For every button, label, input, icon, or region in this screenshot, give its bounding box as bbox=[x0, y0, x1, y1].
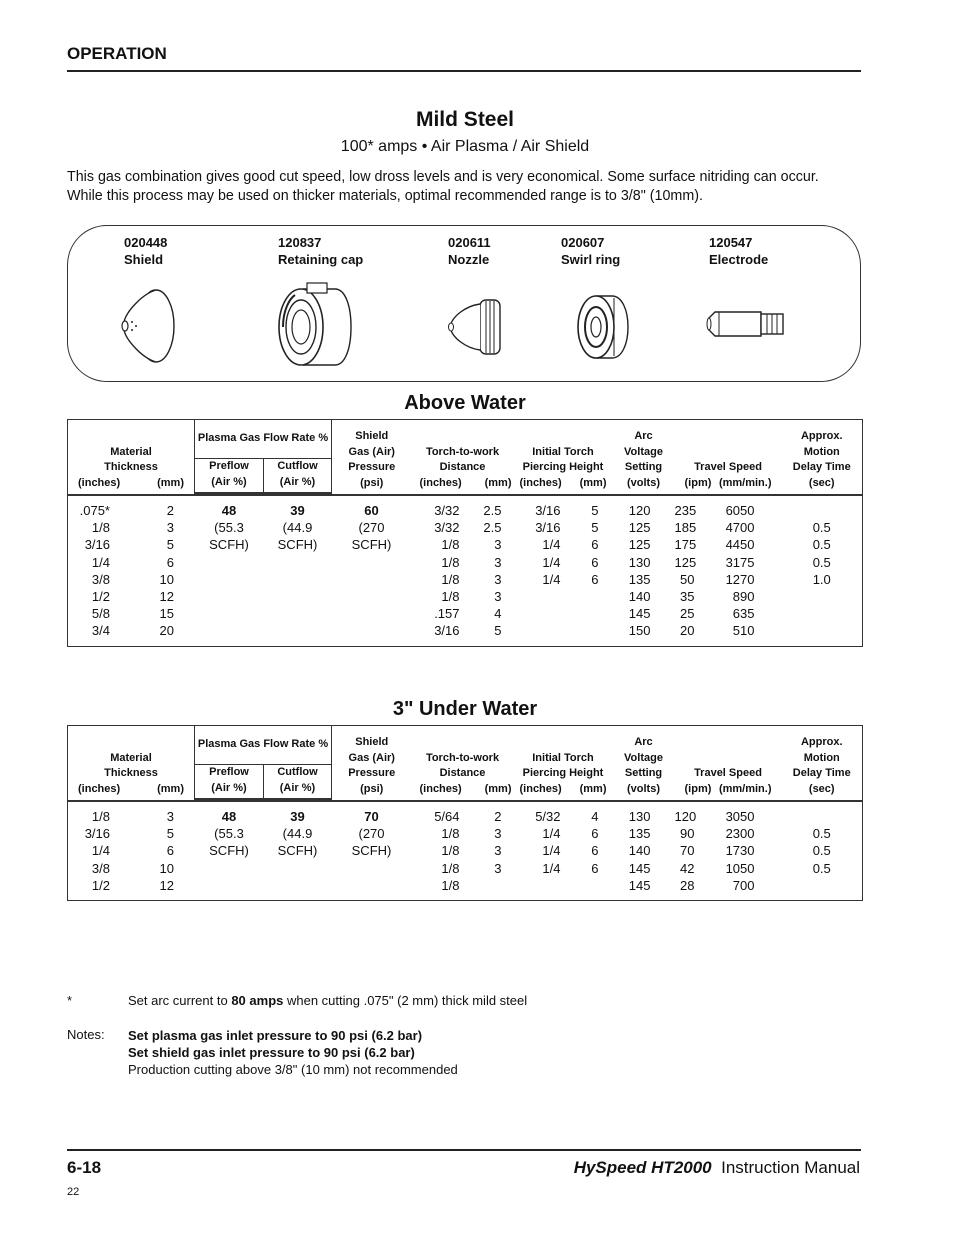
cell-value: 510 bbox=[732, 623, 755, 639]
part-swirl-ring-label bbox=[561, 234, 620, 268]
cell-value: 12 bbox=[159, 589, 174, 605]
cell-value: 0.5 bbox=[812, 860, 831, 876]
cell-value: (55.3 bbox=[214, 826, 244, 842]
part-name: Shield bbox=[124, 252, 164, 267]
part-name: Swirl ring bbox=[561, 252, 621, 267]
cell-value: 1/2 bbox=[91, 589, 110, 605]
cell-value: 3 bbox=[494, 843, 502, 859]
cell-value: SCFH) bbox=[351, 537, 392, 553]
cell-value: 25 bbox=[680, 606, 695, 622]
consumables-panel bbox=[67, 225, 861, 382]
cell-value: 1/8 bbox=[441, 860, 460, 876]
delay-values bbox=[782, 495, 863, 646]
cell-value: 150 bbox=[628, 623, 651, 639]
cell-value: 70 bbox=[680, 843, 695, 859]
cell-value: 50 bbox=[680, 571, 695, 587]
thickness-inches bbox=[68, 808, 110, 894]
preflow-values bbox=[195, 495, 264, 646]
cell-value: 890 bbox=[732, 589, 755, 605]
cell-value: 125 bbox=[628, 520, 651, 536]
speed-ipm bbox=[675, 808, 695, 894]
cell-value: 5 bbox=[591, 520, 599, 536]
cell-value: 3050 bbox=[725, 809, 755, 824]
cell-value: 6 bbox=[591, 860, 599, 876]
cell-value: (44.9 bbox=[282, 520, 313, 536]
torch-inches bbox=[412, 502, 460, 640]
cell-value: 1/8 bbox=[441, 826, 460, 842]
cell-value: 1/8 bbox=[91, 809, 110, 824]
part-number: 120547 bbox=[709, 235, 753, 250]
part-name: Electrode bbox=[709, 252, 769, 267]
col-travel-speed: Travel Speed (ipm) (mm/min.) bbox=[684, 767, 772, 795]
footer-rule bbox=[67, 1149, 861, 1151]
cell-value: 3/32 bbox=[434, 503, 460, 518]
cell-value: 0.5 bbox=[812, 520, 831, 536]
cell-value: 1270 bbox=[725, 571, 755, 587]
col-preflow: Preflow (Air %) bbox=[195, 765, 264, 800]
col-arc-voltage: Arc Voltage Setting (volts) bbox=[624, 736, 663, 795]
speed-mmmin bbox=[695, 808, 755, 894]
cell-value: 6 bbox=[166, 554, 174, 570]
col-cutflow: Cutflow (Air %) bbox=[264, 459, 332, 494]
cell-value: 2 bbox=[494, 809, 502, 824]
cell-value: 6 bbox=[166, 843, 174, 859]
preflow-values bbox=[195, 801, 264, 901]
pierce-mm bbox=[561, 808, 599, 877]
cell-value: 1/2 bbox=[91, 877, 110, 893]
col-travel-speed: Travel Speed (ipm) (mm/min.) bbox=[684, 461, 772, 489]
col-flow-rate: Plasma Gas Flow Rate % bbox=[195, 726, 332, 765]
cell-value: 70 bbox=[364, 809, 379, 824]
speed-mmmin bbox=[695, 502, 755, 640]
cell-value: 0.5 bbox=[812, 537, 831, 553]
cell-value: 0.5 bbox=[812, 554, 831, 570]
cell-value: SCFH) bbox=[209, 537, 249, 553]
cell-value: (55.3 bbox=[214, 520, 244, 536]
cell-value: 3 bbox=[494, 571, 502, 587]
cell-value: 125 bbox=[628, 537, 651, 553]
cell-value: (44.9 bbox=[282, 826, 313, 842]
under-water-table bbox=[67, 725, 863, 901]
notes bbox=[128, 1027, 458, 1078]
cell-value: 3 bbox=[494, 589, 502, 605]
cell-value: 3/32 bbox=[434, 520, 460, 536]
thickness-inches bbox=[68, 502, 110, 640]
cell-value: (270 bbox=[358, 826, 385, 842]
note-line: Production cutting above 3/8" (10 mm) not recommended bbox=[128, 1062, 458, 1077]
part-number: 020607 bbox=[561, 235, 605, 250]
col-preflow: Preflow (Air %) bbox=[195, 459, 264, 494]
cell-value: 6050 bbox=[725, 503, 755, 518]
cell-value: 1/8 bbox=[441, 589, 460, 605]
part-number: 120837 bbox=[278, 235, 322, 250]
cell-value: 48 bbox=[221, 503, 237, 518]
header-rule bbox=[67, 70, 861, 72]
cell-value: 125 bbox=[674, 554, 697, 570]
cell-value: 130 bbox=[628, 809, 651, 824]
torch-inches bbox=[412, 808, 460, 894]
cell-value: (270 bbox=[358, 520, 385, 536]
manual-title bbox=[574, 1158, 860, 1178]
arc-voltage-values bbox=[613, 502, 651, 640]
cell-value: 145 bbox=[628, 860, 651, 876]
torch-mm bbox=[460, 808, 502, 894]
cell-value: 3 bbox=[166, 520, 174, 536]
col-cutflow: Cutflow (Air %) bbox=[264, 765, 332, 800]
cell-value: 135 bbox=[628, 826, 651, 842]
cell-value: 5/32 bbox=[535, 809, 561, 824]
cell-value: 145 bbox=[628, 877, 651, 893]
pierce-inches bbox=[514, 502, 561, 588]
cell-value: 3/8 bbox=[91, 860, 110, 876]
cell-value: 2300 bbox=[725, 826, 755, 842]
part-name: Nozzle bbox=[448, 252, 490, 267]
shield-values bbox=[332, 801, 412, 901]
cell-value: 235 bbox=[674, 503, 697, 518]
cell-value: 120 bbox=[628, 503, 651, 518]
part-nozzle-label bbox=[448, 234, 491, 268]
cell-value: 3/16 bbox=[535, 520, 561, 536]
cell-value: 3/16 bbox=[84, 537, 110, 553]
cell-value: 1/4 bbox=[91, 843, 110, 859]
cell-value: 3 bbox=[494, 826, 502, 842]
cutflow-values bbox=[264, 801, 332, 901]
cell-value: 3 bbox=[494, 860, 502, 876]
cell-value: 700 bbox=[732, 877, 755, 893]
above-water-heading: Above Water bbox=[404, 392, 526, 414]
cell-value: 3/16 bbox=[84, 826, 110, 842]
sheet-number: 22 bbox=[67, 1186, 80, 1198]
cell-value: 60 bbox=[364, 503, 379, 518]
cell-value: 3/4 bbox=[91, 623, 110, 639]
cell-value: SCFH) bbox=[209, 843, 249, 859]
cell-value: 1/8 bbox=[441, 843, 460, 859]
cell-value: 39 bbox=[290, 809, 305, 824]
footnote-mark: * bbox=[67, 993, 73, 1008]
col-motion-delay: Approx. Motion Delay Time (sec) bbox=[792, 736, 851, 795]
cell-value: 20 bbox=[159, 623, 174, 639]
torch-mm bbox=[460, 502, 502, 640]
cell-value: 5 bbox=[166, 537, 174, 553]
col-material: Material Thickness (inches) (mm) bbox=[78, 751, 184, 795]
under-water-heading: 3" Under Water bbox=[392, 698, 538, 720]
cell-value: 2.5 bbox=[483, 520, 502, 536]
note-line: Set shield gas inlet pressure to 90 psi (6.2 bar) bbox=[128, 1045, 415, 1060]
pierce-mm bbox=[561, 502, 599, 588]
cell-value: 1050 bbox=[725, 860, 755, 876]
cell-value: 6 bbox=[591, 571, 599, 587]
part-retaining-cap-label bbox=[278, 234, 363, 268]
cell-value: 90 bbox=[680, 826, 695, 842]
cell-value: 1/4 bbox=[542, 843, 561, 859]
cell-value: 35 bbox=[680, 589, 695, 605]
cell-value: 5/64 bbox=[434, 809, 460, 824]
cell-value: 15 bbox=[159, 606, 174, 622]
cell-value: 120 bbox=[674, 809, 697, 824]
cell-value: 39 bbox=[290, 503, 305, 518]
nozzle-icon bbox=[446, 292, 510, 362]
table-body bbox=[68, 801, 863, 901]
thickness-mm bbox=[110, 502, 174, 640]
cell-value: 130 bbox=[628, 554, 651, 570]
cell-value: 48 bbox=[221, 809, 237, 824]
cell-value: 3/16 bbox=[535, 503, 561, 518]
cell-value bbox=[782, 502, 863, 519]
cell-value: 4700 bbox=[725, 520, 755, 536]
cell-value: 140 bbox=[628, 589, 651, 605]
cell-value: 6 bbox=[591, 843, 599, 859]
footnote-text: Set arc current to 80 amps when cutting .075" (2 mm) thick mild steel bbox=[128, 993, 528, 1008]
thickness-mm bbox=[110, 808, 174, 894]
cell-value: 4 bbox=[591, 809, 599, 824]
page-number: 6-18 bbox=[67, 1158, 102, 1177]
part-electrode-label bbox=[709, 234, 768, 268]
electrode-icon bbox=[705, 306, 789, 342]
cell-value: 6 bbox=[591, 537, 599, 553]
cell-value: 0.5 bbox=[812, 826, 831, 842]
cell-value bbox=[782, 808, 863, 825]
cell-value: .157 bbox=[434, 606, 460, 622]
cell-value: 5/8 bbox=[91, 606, 110, 622]
part-name: Retaining cap bbox=[278, 252, 364, 267]
cell-value: 3/8 bbox=[91, 571, 110, 587]
cell-value: 1/4 bbox=[91, 554, 110, 570]
table-body bbox=[68, 495, 863, 646]
cell-value: 1/8 bbox=[441, 554, 460, 570]
speed-ipm bbox=[675, 502, 695, 640]
col-motion-delay: Approx. Motion Delay Time (sec) bbox=[792, 430, 851, 489]
cell-value: 1/8 bbox=[441, 537, 460, 553]
description: This gas combination gives good cut speed, low dross levels and is very economical. Some surface nitriding can occur. While this process may be used on thicker materials, optimal recommended range is to 3/8" (10mm). bbox=[67, 169, 819, 204]
cell-value: SCFH) bbox=[351, 843, 392, 859]
shield-icon bbox=[112, 284, 182, 368]
cell-value: 12 bbox=[159, 877, 174, 893]
cell-value: 3/16 bbox=[434, 623, 460, 639]
cell-value: 635 bbox=[732, 606, 755, 622]
cell-value: 1/8 bbox=[441, 877, 460, 893]
col-pierce-height: Initial Torch Piercing Height (inches) (mm) bbox=[519, 445, 607, 489]
cell-value: 3 bbox=[166, 809, 174, 824]
note-line: Set plasma gas inlet pressure to 90 psi (6.2 bar) bbox=[128, 1028, 423, 1043]
delay-values bbox=[782, 801, 863, 901]
cell-value: 10 bbox=[159, 860, 174, 876]
page-subtitle: 100* amps • Air Plasma / Air Shield bbox=[340, 138, 590, 155]
cell-value: 1/4 bbox=[542, 860, 561, 876]
cell-value: 1730 bbox=[725, 843, 755, 859]
cutflow-values bbox=[264, 495, 332, 646]
col-material: Material Thickness (inches) (mm) bbox=[78, 445, 184, 489]
cell-value: .075* bbox=[79, 503, 110, 518]
cell-value: 135 bbox=[628, 571, 651, 587]
part-number: 020611 bbox=[448, 235, 491, 250]
cell-value: 3 bbox=[494, 537, 502, 553]
cell-value: SCFH) bbox=[277, 537, 318, 553]
cell-value: 1.0 bbox=[812, 571, 831, 587]
cell-value: 2 bbox=[166, 503, 174, 518]
cell-value: 1/4 bbox=[542, 571, 561, 587]
col-flow-rate: Plasma Gas Flow Rate % bbox=[195, 420, 332, 459]
brand-name: HySpeed HT2000 bbox=[573, 1158, 712, 1177]
cell-value: 140 bbox=[628, 843, 651, 859]
cell-value: 3 bbox=[494, 554, 502, 570]
cell-value: 3175 bbox=[725, 554, 755, 570]
manual-label: Instruction Manual bbox=[721, 1158, 860, 1177]
cell-value: SCFH) bbox=[277, 843, 318, 859]
cell-value: 42 bbox=[680, 860, 695, 876]
cell-value: 6 bbox=[591, 826, 599, 842]
cell-value: 1/8 bbox=[91, 520, 110, 536]
cell-value: 20 bbox=[680, 623, 695, 639]
cell-value: 5 bbox=[494, 623, 502, 639]
page-title: Mild Steel bbox=[415, 108, 515, 131]
cell-value: 0.5 bbox=[812, 843, 831, 859]
cell-value: 28 bbox=[680, 877, 695, 893]
col-torch-distance: Torch-to-work Distance (inches) (mm) bbox=[419, 751, 512, 795]
cell-value: 4450 bbox=[725, 537, 755, 553]
retaining-cap-icon bbox=[273, 281, 353, 371]
col-shield-pressure: Shield Gas (Air) Pressure (psi) bbox=[332, 726, 412, 800]
cell-value: 6 bbox=[591, 554, 599, 570]
cell-value: 10 bbox=[159, 571, 174, 587]
arc-voltage-values bbox=[613, 808, 651, 894]
cell-value: 1/4 bbox=[542, 537, 561, 553]
part-shield-label bbox=[124, 234, 167, 268]
cell-value: 145 bbox=[628, 606, 651, 622]
cell-value: 1/4 bbox=[542, 826, 561, 842]
cell-value: 185 bbox=[674, 520, 697, 536]
cell-value: 1/4 bbox=[542, 554, 561, 570]
cell-value: 175 bbox=[674, 537, 697, 553]
pierce-inches bbox=[514, 808, 561, 877]
above-water-table bbox=[67, 419, 863, 647]
shield-values bbox=[332, 495, 412, 646]
cell-value: 1/8 bbox=[441, 571, 460, 587]
notes-label: Notes: bbox=[67, 1027, 105, 1042]
col-shield-pressure: Shield Gas (Air) Pressure (psi) bbox=[332, 420, 412, 494]
col-arc-voltage: Arc Voltage Setting (volts) bbox=[624, 430, 663, 489]
section-label: OPERATION bbox=[67, 44, 167, 63]
col-pierce-height: Initial Torch Piercing Height (inches) (mm) bbox=[519, 751, 607, 795]
cell-value: 5 bbox=[591, 503, 599, 518]
swirl-ring-icon bbox=[572, 290, 632, 364]
part-number: 020448 bbox=[124, 235, 168, 250]
cell-value: 4 bbox=[494, 606, 502, 622]
cell-value: 5 bbox=[166, 826, 174, 842]
col-torch-distance: Torch-to-work Distance (inches) (mm) bbox=[419, 445, 512, 489]
cell-value: 2.5 bbox=[483, 503, 502, 518]
